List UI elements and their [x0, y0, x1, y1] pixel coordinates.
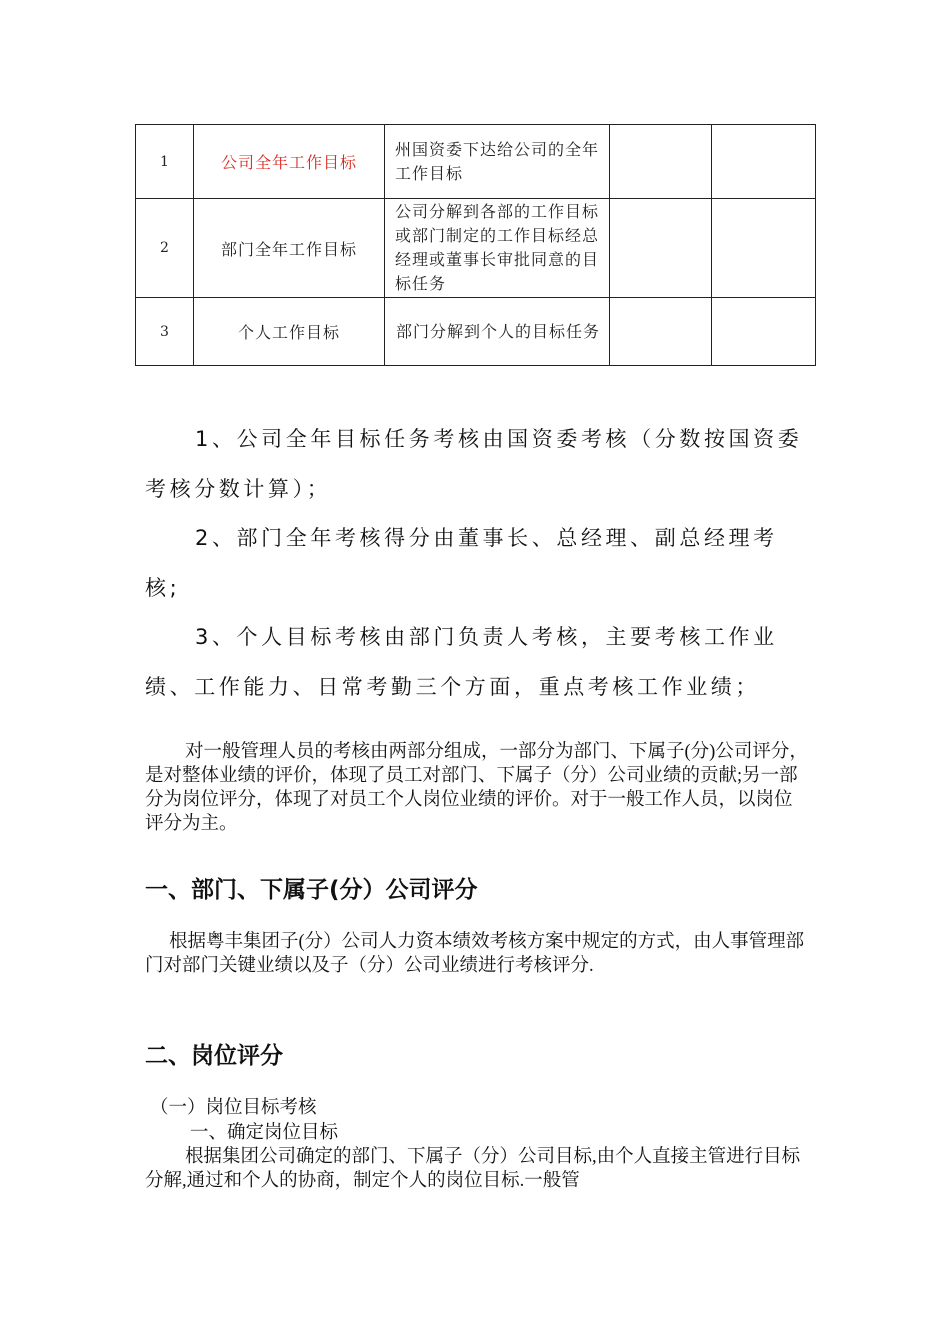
goal-description: 州国资委下达给公司的全年工作目标 — [385, 125, 610, 199]
section-heading-1: 一、部门、下属子(分）公司评分 — [145, 877, 478, 903]
table-row — [136, 125, 816, 199]
row-number: 1 — [136, 125, 194, 199]
subheading-1: （一）岗位目标考核 — [150, 1098, 317, 1118]
intro-paragraph: 对一般管理人员的考核由两部分组成，一部分为部门、下属子(分)公司评分，是对整体业绩的评价，体现了员工对部门、下属子（分）公司业绩的贡献;另一部分为岗位评分，体现了对员工个人岗位业绩的评价。对于一般工作人员，以岗位评分为主。 — [145, 742, 808, 834]
table-row — [136, 199, 816, 298]
goal-name: 个人工作目标 — [194, 298, 385, 366]
empty-cell — [712, 199, 816, 298]
assessment-item-3: 3、个人目标考核由部门负责人考核，主要考核工作业绩、工作能力、日常考勤三个方面，重点考核工作业绩； — [145, 625, 778, 699]
empty-cell — [610, 199, 712, 298]
section-1-paragraph: 根据粤丰集团子(分）公司人力资本绩效考核方案中规定的方式，由人事管理部门对部门关键业绩以及子（分）公司业绩进行考核评分. — [145, 932, 805, 976]
goal-name: 部门全年工作目标 — [194, 199, 385, 298]
section-2-paragraph: 根据集团公司确定的部门、下属子（分）公司目标,由个人直接主管进行目标分解,通过和个人的协商，制定个人的岗位目标.一般管 — [145, 1147, 801, 1191]
goal-description: 公司分解到各部的工作目标或部门制定的工作目标经总经理或董事长审批同意的目标任务 — [385, 199, 610, 298]
table-row — [136, 298, 816, 366]
empty-cell — [610, 125, 712, 199]
empty-cell — [712, 298, 816, 366]
section-heading-2: 二、岗位评分 — [145, 1043, 283, 1069]
assessment-item-2: 2、部门全年考核得分由董事长、总经理、副总经理考核; — [145, 526, 778, 600]
subheading-2: 一、确定岗位目标 — [190, 1123, 339, 1143]
row-number: 3 — [136, 298, 194, 366]
goal-description: 部门分解到个人的目标任务 — [385, 298, 610, 366]
row-number: 2 — [136, 199, 194, 298]
assessment-item-1: 1、公司全年目标任务考核由国资委考核（分数按国资委考核分数计算）； — [145, 427, 803, 501]
empty-cell — [712, 125, 816, 199]
goals-table — [135, 124, 816, 366]
empty-cell — [610, 298, 712, 366]
goal-name: 公司全年工作目标 — [194, 125, 385, 199]
